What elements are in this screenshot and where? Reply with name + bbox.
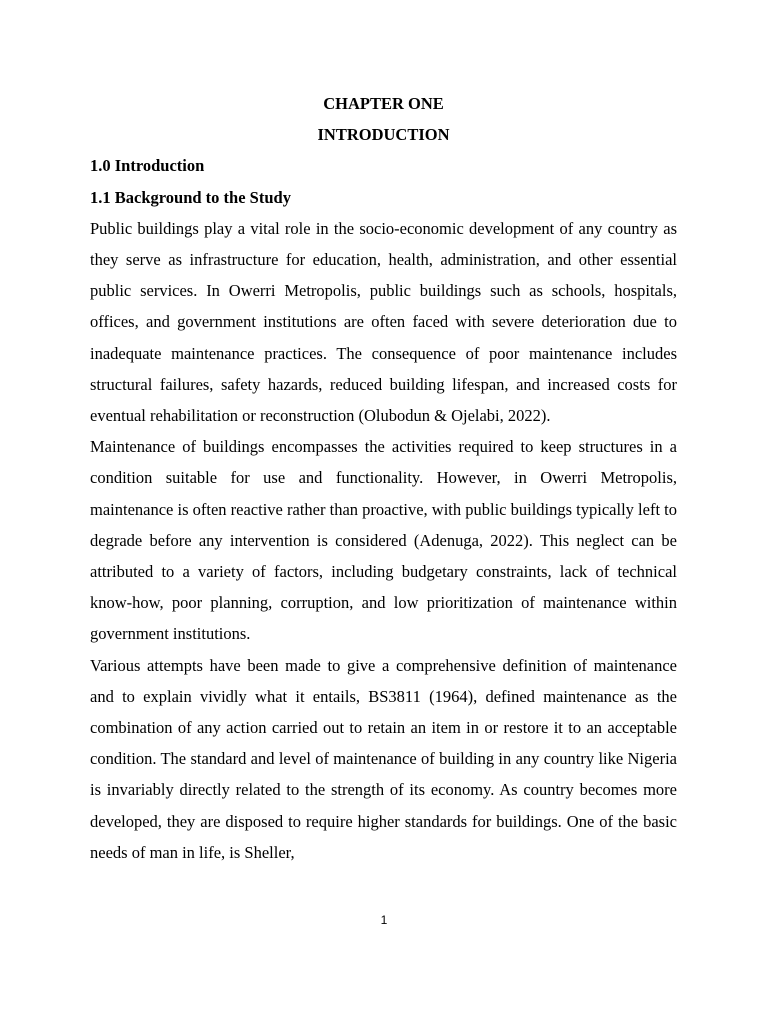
section-heading-introduction: 1.0 Introduction	[90, 156, 205, 176]
chapter-title: INTRODUCTION	[317, 125, 450, 145]
chapter-label: CHAPTER ONE	[323, 94, 444, 113]
page-content	[90, 88, 677, 868]
paragraph-public-buildings: Public buildings play a vital role in the socio-economic development of any country as they serve as infrastructure for education, health, administration, and other essential public services. In Owerri Metropolis, public buildings such as schools, hospitals, offices, and government institutions are often faced with severe deterioration due to inadequate maintenance practices. The consequence of poor maintenance includes structural failures, safety hazards, reduced building lifespan, and increased costs for eventual rehabilitation or reconstruction (Olubodun & Ojelabi, 2022).	[90, 218, 677, 426]
page-number: 1	[380, 913, 388, 927]
paragraph-definition-of-maintenance: Various attempts have been made to give a comprehensive definition of maintenance and to explain vividly what it entails, BS3811 (1964), defined maintenance as the combination of any action carried out to retain an item in or restore it to an acceptable condition. The standard and level of maintenance of building in any country like Nigeria is invariably directly related to the strength of its economy. As country becomes more developed, they are disposed to require higher standards for buildings. One of the basic needs of man in life, is Sheller,	[90, 655, 677, 862]
paragraph-maintenance-of-buildings: Maintenance of buildings encompasses the activities required to keep structures in a condition suitable for use and functionality. However, in Owerri Metropolis, maintenance is often reactive rather than proactive, with public buildings typically left to degrade before any intervention is considered (Adenuga, 2022). This neglect can be attributed to a variety of factors, including budgetary constraints, lack of technical know-how, poor planning, corruption, and low prioritization of maintenance within government institutions.	[90, 437, 677, 644]
section-heading-background: 1.1 Background to the Study	[90, 187, 291, 207]
